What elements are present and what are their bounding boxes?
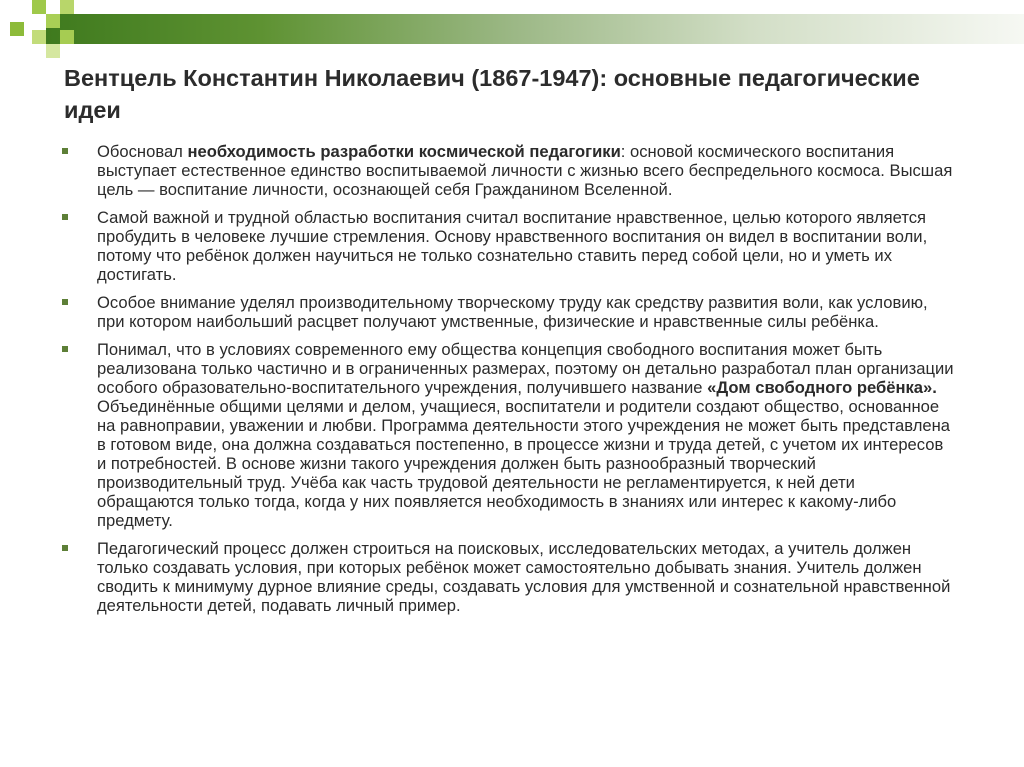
bullet-text: Особое внимание уделял производительному творческому труду как средству развития воли, как условию, при котором наибольший расцвет получают умственные, физические и нравственные силы ребёнка. <box>97 293 928 331</box>
square-bullet-icon <box>62 214 68 220</box>
decor-square <box>10 22 24 36</box>
bullet-text: Понимал, что в условиях современного ему общества концепция свободного воспитания может быть реализована только частично и в ограниченных размерах, поэтому он детально разработал план организации особого образовательно-воспитательного учреждения, получившего название «Дом свободного ребёнка». Объединённые общими целями и делом, учащиеся, воспитатели и родители создают общество, основанное на равноправии, уважении и любви. Программа деятельности этого учреждения не может быть представлена в готовом виде, она должна создаваться постепенно, в процессе жизни и труда детей, с учетом их интересов и потребностей. В основе жизни такого учреждения должен быть разнообразный творческий производительный труд. Учёба как часть трудовой деятельности не регламентируется, к ней дети обращаются только тогда, когда у них появляется необходимость в знаниях или интерес к какому-либо предмету. <box>97 340 954 530</box>
decor-square <box>32 30 46 44</box>
decor-square <box>32 0 46 14</box>
decor-square <box>60 30 74 44</box>
square-bullet-icon <box>62 545 68 551</box>
bullet-item <box>54 340 954 530</box>
decor-square <box>46 14 60 28</box>
bullet-item <box>54 539 954 615</box>
square-bullet-icon <box>62 299 68 305</box>
bullet-text: Педагогический процесс должен строиться на поисковых, исследовательских методах, а учитель должен только создавать условия, при которых ребёнок может самостоятельно добывать знания. Учитель должен сводить к минимуму дурное влияние среды, создавать условия для умственной и сознательной нравственной деятельности детей, подавать личный пример. <box>97 539 951 615</box>
header-gradient-bar <box>46 14 1024 44</box>
decor-square <box>46 44 60 58</box>
bullet-list <box>54 142 954 624</box>
square-bullet-icon <box>62 346 68 352</box>
decor-square <box>60 0 74 14</box>
bullet-text: Самой важной и трудной областью воспитания считал воспитание нравственное, целью которого является пробудить в человеке лучшие стремления. Основу нравственного воспитания он видел в воспитании воли, потому что ребёнок должен научиться не только сознательно ставить перед собой цели, но и уметь их достигать. <box>97 208 928 284</box>
bullet-item <box>54 142 954 199</box>
bullet-item <box>54 293 954 331</box>
bullet-item <box>54 208 954 284</box>
square-bullet-icon <box>62 148 68 154</box>
bullet-text: Обосновал необходимость разработки космической педагогики: основой космического воспитания выступает естественное единство воспитываемой личности с жизнью всего беспредельного космоса. Высшая цель — воспитание личности, осознающей себя Гражданином Вселенной. <box>97 142 953 199</box>
slide-title: Вентцель Константин Николаевич (1867-1947): основные педагогические идеи <box>64 65 920 123</box>
